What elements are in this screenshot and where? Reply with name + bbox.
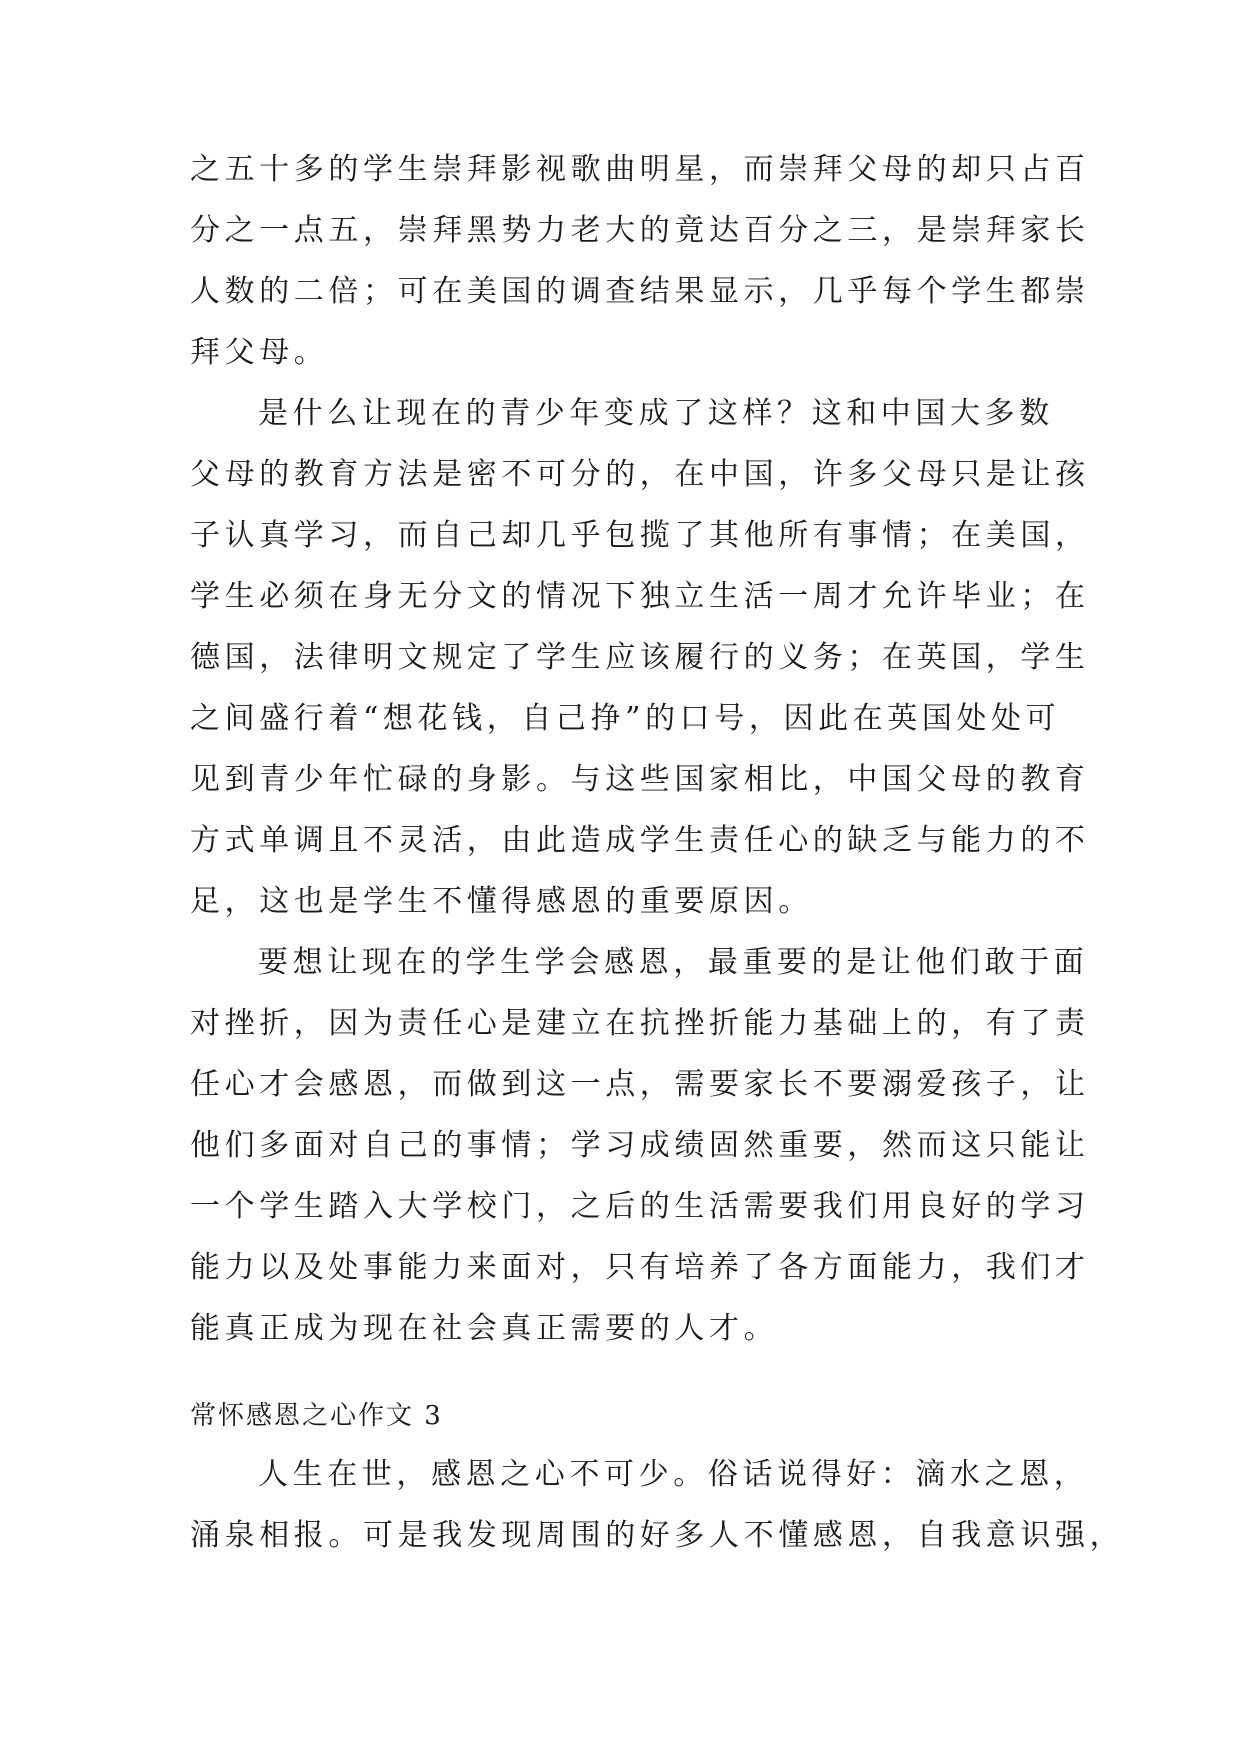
text-line: 是什么让现在的青少年变成了这样？这和中国大多数 — [258, 396, 1054, 431]
text-line: 要想让现在的学生学会感恩，最重要的是让他们敢于面 — [258, 945, 1089, 980]
text-line: 子认真学习，而自己却几乎包揽了其他所有事情；在美国， — [190, 518, 1090, 553]
text-line: 他们多面对自己的事情；学习成绩固然重要，然而这只能让 — [190, 1128, 1090, 1163]
text-line: 德国，法律明文规定了学生应该履行的义务；在英国，学生 — [190, 640, 1090, 675]
text-line: 方式单调且不灵活，由此造成学生责任心的缺乏与能力的不 — [190, 823, 1090, 858]
text-line: 父母的教育方法是密不可分的，在中国，许多父母只是让孩 — [190, 457, 1090, 492]
text-line: 人数的二倍；可在美国的调查结果显示，几乎每个学生都崇 — [190, 274, 1090, 309]
text-line: 之间盛行着“想花钱，自己挣”的口号，因此在英国处处可 — [190, 701, 1061, 736]
text-line: 分之一点五，崇拜黑势力老大的竟达百分之三，是崇拜家长 — [190, 213, 1090, 248]
text-line: 见到青少年忙碌的身影。与这些国家相比，中国父母的教育 — [190, 762, 1090, 797]
text-line: 涌泉相报。可是我发现周围的好多人不懂感恩，自我意识强， — [190, 1518, 1125, 1553]
text-line: 拜父母。 — [190, 335, 329, 370]
section-heading: 常怀感恩之心作文 3 — [190, 1401, 443, 1431]
text-line: 之五十多的学生崇拜影视歌曲明星，而崇拜父母的却只占百 — [190, 152, 1090, 187]
text-line: 学生必须在身无分文的情况下独立生活一周才允许毕业；在 — [190, 579, 1090, 614]
text-line: 一个学生踏入大学校门，之后的生活需要我们用良好的学习 — [190, 1189, 1090, 1224]
text-line: 足，这也是学生不懂得感恩的重要原因。 — [190, 884, 813, 919]
text-line: 能真正成为现在社会真正需要的人才。 — [190, 1311, 779, 1346]
text-line: 任心才会感恩，而做到这一点，需要家长不要溺爱孩子，让 — [190, 1067, 1090, 1102]
text-line: 对挫折，因为责任心是建立在抗挫折能力基础上的，有了责 — [190, 1006, 1090, 1041]
text-line: 能力以及处事能力来面对，只有培养了各方面能力，我们才 — [190, 1250, 1090, 1285]
text-line: 人生在世，感恩之心不可少。俗话说得好：滴水之恩， — [258, 1457, 1089, 1492]
